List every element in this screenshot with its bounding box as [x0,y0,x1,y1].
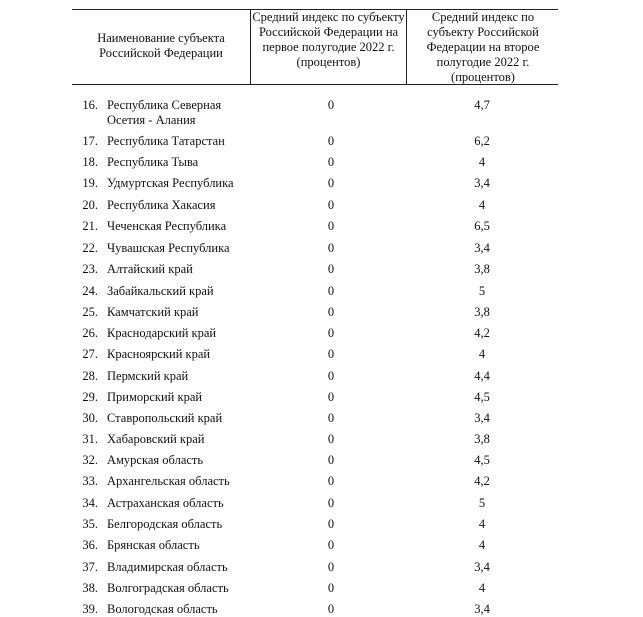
first-half-index: 0 [327,347,335,361]
first-half-index: 0 [327,134,335,148]
second-half-index: 3,8 [474,305,490,319]
second-half-index: 3,8 [474,432,490,446]
row-number: 24. [82,284,98,298]
first-half-index: 0 [327,241,335,255]
row-number: 28. [82,369,98,383]
subject-name: Краснодарский край [107,326,217,340]
row-number: 36. [82,538,98,552]
row-number: 31. [82,432,98,446]
subject-name: Владимирская область [107,560,228,574]
first-half-index: 0 [327,602,335,616]
subject-name: Красноярский край [107,347,211,361]
row-number: 26. [82,326,98,340]
first-half-index: 0 [327,155,335,169]
subject-name: Вологодская область [107,602,218,616]
row-number: 18. [82,155,98,169]
second-half-index: 4,4 [474,369,490,383]
subject-name: Брянская область [107,538,200,552]
second-half-index: 3,4 [474,602,490,616]
subject-name: Чеченская Республика [107,219,227,233]
second-half-index: 4 [478,198,486,212]
header-subject-name: Наименование субъекта Российской Федерации [97,31,225,60]
row-number: 23. [82,262,98,276]
first-half-index: 0 [327,284,335,298]
first-half-index: 0 [327,390,335,404]
row-number: 35. [82,517,98,531]
header-first-half-index: Средний индекс по субъекту Российской Федерации на первое полугодие 2022 г. (процентов) [252,10,405,69]
subject-name: Приморский край [107,390,203,404]
first-half-index: 0 [327,262,335,276]
second-half-index: 4 [478,538,486,552]
first-half-index: 0 [327,538,335,552]
row-number: 30. [82,411,98,425]
first-half-index: 0 [327,411,335,425]
row-number: 39. [82,602,98,616]
row-number: 21. [82,219,98,233]
subject-name: Архангельская область [107,474,230,488]
row-number: 16. [82,98,98,112]
first-half-index: 0 [327,305,335,319]
subject-name: Республика Тыва [107,155,199,169]
second-half-index: 4,5 [474,390,490,404]
first-half-index: 0 [327,496,335,510]
first-half-index: 0 [327,453,335,467]
second-half-index: 4 [478,517,486,531]
column-divider [250,10,251,84]
row-number: 38. [82,581,98,595]
second-half-index: 5 [478,284,486,298]
subject-name: Алтайский край [107,262,193,276]
row-number: 29. [82,390,98,404]
subject-name: Республика Северная Осетия - Алания [107,98,222,127]
subject-name: Камчатский край [107,305,199,319]
subject-name: Хабаровский край [107,432,205,446]
second-half-index: 4,5 [474,453,490,467]
subject-name: Удмуртская Республика [107,176,234,190]
first-half-index: 0 [327,517,335,531]
row-number: 34. [82,496,98,510]
second-half-index: 6,2 [474,134,490,148]
column-divider [406,10,407,84]
row-number: 17. [82,134,98,148]
row-number: 25. [82,305,98,319]
first-half-index: 0 [327,581,335,595]
first-half-index: 0 [327,474,335,488]
second-half-index: 4,2 [474,474,490,488]
first-half-index: 0 [327,198,335,212]
subject-name: Республика Татарстан [107,134,225,148]
row-number: 32. [82,453,98,467]
header-second-half-index: Средний индекс по субъекту Российской Федерации на второе полугодие 2022 г. (процентов) [426,10,540,84]
subject-name: Волгоградская область [107,581,229,595]
second-half-index: 4 [478,581,486,595]
row-number: 37. [82,560,98,574]
second-half-index: 6,5 [474,219,490,233]
subject-name: Забайкальский край [107,284,214,298]
row-number: 33. [82,474,98,488]
second-half-index: 5 [478,496,486,510]
second-half-index: 4,2 [474,326,490,340]
first-half-index: 0 [327,326,335,340]
second-half-index: 3,4 [474,241,490,255]
subject-name: Чувашская Республика [107,241,230,255]
subject-name: Амурская область [107,453,204,467]
subject-name: Республика Хакасия [107,198,216,212]
row-number: 27. [82,347,98,361]
first-half-index: 0 [327,432,335,446]
row-number: 19. [82,176,98,190]
subject-name: Астраханская область [107,496,224,510]
second-half-index: 3,4 [474,560,490,574]
second-half-index: 3,8 [474,262,490,276]
second-half-index: 3,4 [474,176,490,190]
subject-name: Пермский край [107,369,189,383]
first-half-index: 0 [327,560,335,574]
second-half-index: 4 [478,347,486,361]
row-number: 20. [82,198,98,212]
row-number: 22. [82,241,98,255]
second-half-index: 4,7 [474,98,490,112]
first-half-index: 0 [327,219,335,233]
second-half-index: 4 [478,155,486,169]
second-half-index: 3,4 [474,411,490,425]
subject-name: Ставропольский край [107,411,223,425]
first-half-index: 0 [327,369,335,383]
subject-name: Белгородская область [107,517,223,531]
first-half-index: 0 [327,176,335,190]
first-half-index: 0 [327,98,335,112]
